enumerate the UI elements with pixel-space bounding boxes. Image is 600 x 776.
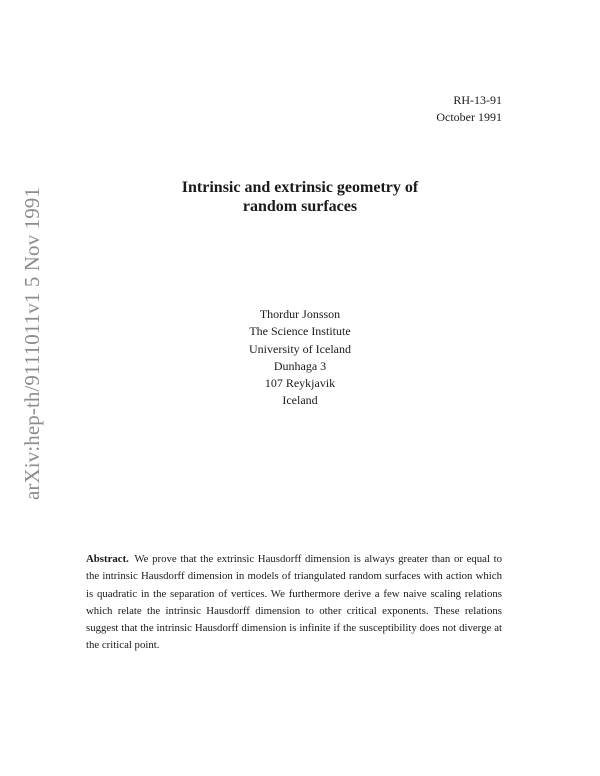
abstract xyxy=(86,551,502,655)
affiliation-line: University of Iceland xyxy=(249,341,351,356)
paper-title xyxy=(0,178,600,216)
report-date: October 1991 xyxy=(436,110,502,124)
affiliation-line: The Science Institute xyxy=(249,324,351,339)
abstract-label: Abstract. xyxy=(86,553,129,565)
affiliation-line: 107 Reykjavik xyxy=(264,376,336,391)
author-block xyxy=(0,306,600,410)
author-name: Thordur Jonsson xyxy=(259,307,341,321)
report-number: RH-13-91 xyxy=(453,93,502,107)
abstract-text: We prove that the extrinsic Hausdorff dimension is always greater than or equal to the intrinsic Hausdorff dimension in models of triangulated random surfaces with action which is quadratic in the separation of vertices. We furthermore derive a few naive scaling relations which relate the intrinsic Hausdorff dimension to other critical exponents. These relations suggest that the intrinsic Hausdorff dimension is infinite if the susceptibility does not diverge at the critical point. xyxy=(86,553,502,652)
title-line-2: random surfaces xyxy=(242,198,358,215)
title-line-1: Intrinsic and extrinsic geometry of xyxy=(181,179,419,196)
affiliation-line: Iceland xyxy=(282,393,318,408)
affiliation-line: Dunhaga 3 xyxy=(273,358,327,373)
report-identifier xyxy=(436,92,502,126)
arxiv-stamp: arXiv:hep-th/9111011v1 5 Nov 1991 xyxy=(20,186,44,500)
